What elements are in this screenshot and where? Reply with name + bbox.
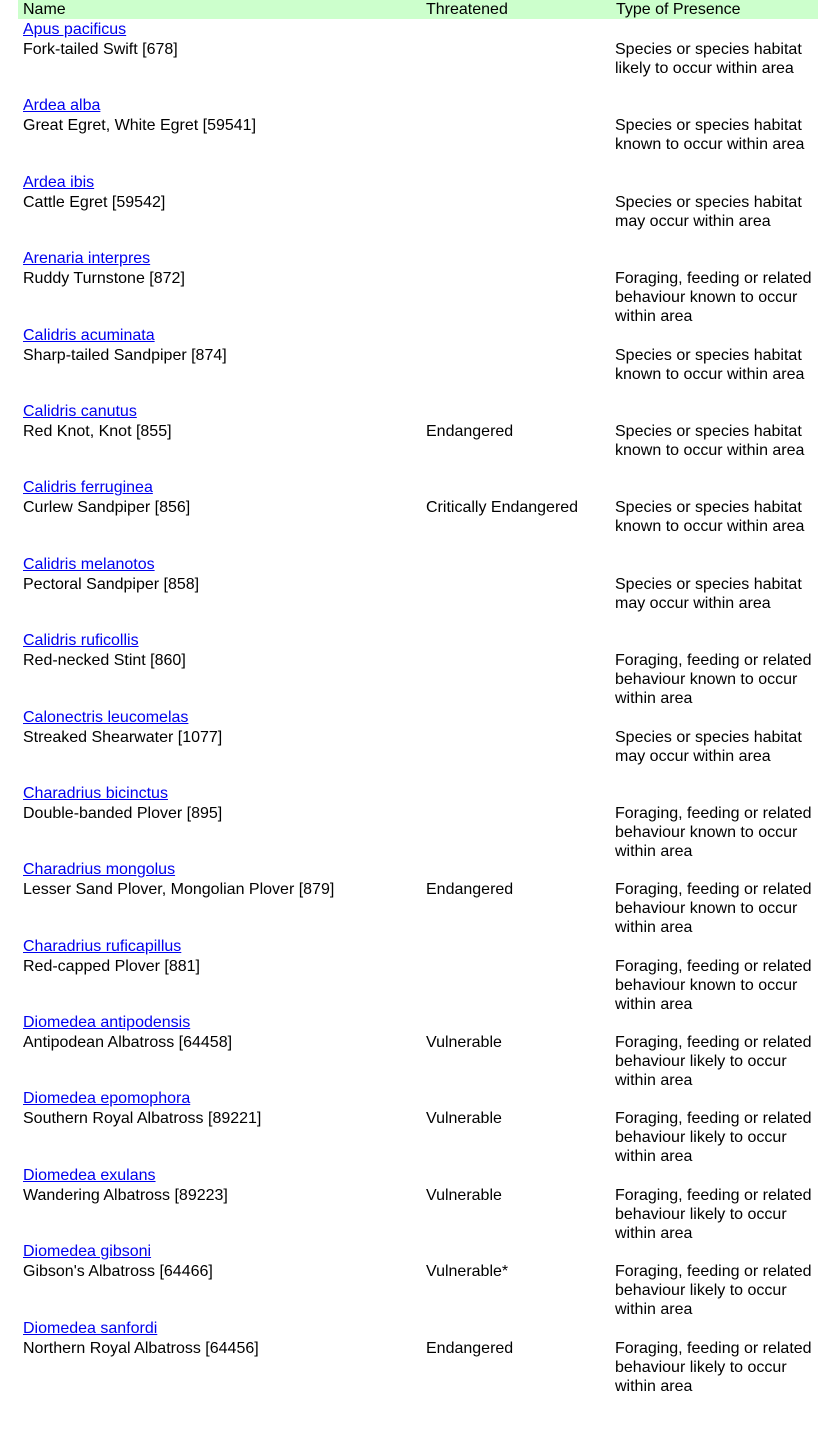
type-of-presence: Foraging, feeding or related behaviour known to occur within area (615, 804, 812, 860)
type-of-presence: Foraging, feeding or related behaviour known to occur within area (615, 957, 812, 1013)
species-link[interactable]: Calidris acuminata (23, 326, 155, 344)
common-name: Pectoral Sandpiper [858] (23, 575, 200, 593)
type-of-presence: Foraging, feeding or related behaviour known to occur within area (615, 881, 812, 937)
threatened-status: Endangered (426, 881, 514, 899)
common-name: Northern Royal Albatross [64456] (23, 1339, 259, 1357)
species-link[interactable]: Diomedea epomophora (23, 1090, 191, 1108)
common-name: Antipodean Albatross [64458] (23, 1034, 233, 1052)
common-name: Southern Royal Albatross [89221] (23, 1110, 262, 1128)
threatened-status: Critically Endangered (426, 499, 579, 517)
type-of-presence: Species or species habitat may occur within area (615, 728, 802, 765)
header-threatened: Threatened (426, 1, 508, 18)
type-of-presence: Species or species habitat may occur within area (615, 193, 802, 230)
table-row (23, 1165, 823, 1241)
type-of-presence: Species or species habitat known to occur within area (615, 117, 805, 154)
table-row (23, 707, 823, 783)
table-row (23, 1088, 823, 1164)
table-row (23, 1241, 823, 1317)
species-link[interactable]: Diomedea gibsoni (23, 1243, 152, 1261)
table-row (23, 783, 823, 859)
common-name: Curlew Sandpiper [856] (23, 499, 191, 517)
type-of-presence: Species or species habitat known to occur within area (615, 422, 805, 459)
common-name: Lesser Sand Plover, Mongolian Plover [879] (23, 881, 335, 899)
threatened-status: Vulnerable (426, 1034, 502, 1052)
type-of-presence: Species or species habitat may occur within area (615, 575, 802, 612)
table-row (23, 325, 823, 401)
type-of-presence: Foraging, feeding or related behaviour likely to occur within area (615, 1110, 812, 1166)
table-header (18, 0, 818, 19)
threatened-status: Endangered (426, 422, 514, 440)
species-link[interactable]: Charadrius ruficapillus (23, 937, 182, 955)
table-row (23, 859, 823, 935)
table-row (23, 172, 823, 248)
common-name: Gibson's Albatross [64466] (23, 1263, 213, 1281)
threatened-status: Vulnerable* (426, 1263, 509, 1281)
common-name: Streaked Shearwater [1077] (23, 728, 223, 746)
species-link[interactable]: Charadrius mongolus (23, 861, 176, 879)
header-name: Name (23, 1, 66, 18)
species-link[interactable]: Charadrius bicinctus (23, 784, 168, 802)
threatened-status: Vulnerable (426, 1186, 502, 1204)
type-of-presence: Species or species habitat likely to occur within area (615, 41, 802, 77)
species-link[interactable]: Apus pacificus (23, 21, 127, 38)
table-row (23, 95, 823, 171)
common-name: Red-capped Plover [881] (23, 957, 200, 975)
type-of-presence: Foraging, feeding or related behaviour known to occur within area (615, 652, 812, 708)
common-name: Sharp-tailed Sandpiper [874] (23, 346, 227, 364)
threatened-status: Endangered (426, 1339, 514, 1357)
table-row (23, 554, 823, 630)
common-name: Cattle Egret [59542] (23, 193, 166, 211)
species-link[interactable]: Calidris canutus (23, 402, 137, 420)
species-link[interactable]: Ardea alba (23, 97, 101, 115)
type-of-presence: Foraging, feeding or related behaviour known to occur within area (615, 270, 812, 326)
common-name: Fork-tailed Swift [678] (23, 41, 178, 58)
species-link[interactable]: Diomedea sanfordi (23, 1319, 158, 1337)
common-name: Wandering Albatross [89223] (23, 1186, 228, 1204)
type-of-presence: Species or species habitat known to occur within area (615, 346, 805, 383)
species-link[interactable]: Calonectris leucomelas (23, 708, 189, 726)
type-of-presence: Foraging, feeding or related behaviour likely to occur within area (615, 1034, 812, 1090)
type-of-presence: Foraging, feeding or related behaviour likely to occur within area (615, 1186, 812, 1242)
header-type-of-presence: Type of Presence (616, 1, 741, 18)
common-name: Red Knot, Knot [855] (23, 422, 172, 440)
common-name: Ruddy Turnstone [872] (23, 270, 185, 288)
species-link[interactable]: Diomedea antipodensis (23, 1014, 191, 1032)
species-list (23, 19, 823, 1394)
table-row (23, 1318, 823, 1394)
type-of-presence: Foraging, feeding or related behaviour likely to occur within area (615, 1339, 812, 1395)
table-row (23, 630, 823, 706)
table-row (23, 248, 823, 324)
common-name: Great Egret, White Egret [59541] (23, 117, 257, 135)
type-of-presence: Foraging, feeding or related behaviour likely to occur within area (615, 1263, 812, 1319)
table-row (23, 477, 823, 553)
table-row (23, 1012, 823, 1088)
species-link[interactable]: Arenaria interpres (23, 250, 151, 268)
species-link[interactable]: Calidris ferruginea (23, 479, 153, 497)
species-link[interactable]: Calidris ruficollis (23, 632, 139, 650)
species-link[interactable]: Ardea ibis (23, 173, 95, 191)
table-row (23, 936, 823, 1012)
common-name: Double-banded Plover [895] (23, 804, 223, 822)
threatened-status: Vulnerable (426, 1110, 502, 1128)
table-row (23, 401, 823, 477)
table-row (23, 19, 823, 95)
species-link[interactable]: Diomedea exulans (23, 1166, 156, 1184)
common-name: Red-necked Stint [860] (23, 652, 186, 670)
type-of-presence: Species or species habitat known to occur within area (615, 499, 805, 536)
species-link[interactable]: Calidris melanotos (23, 555, 155, 573)
